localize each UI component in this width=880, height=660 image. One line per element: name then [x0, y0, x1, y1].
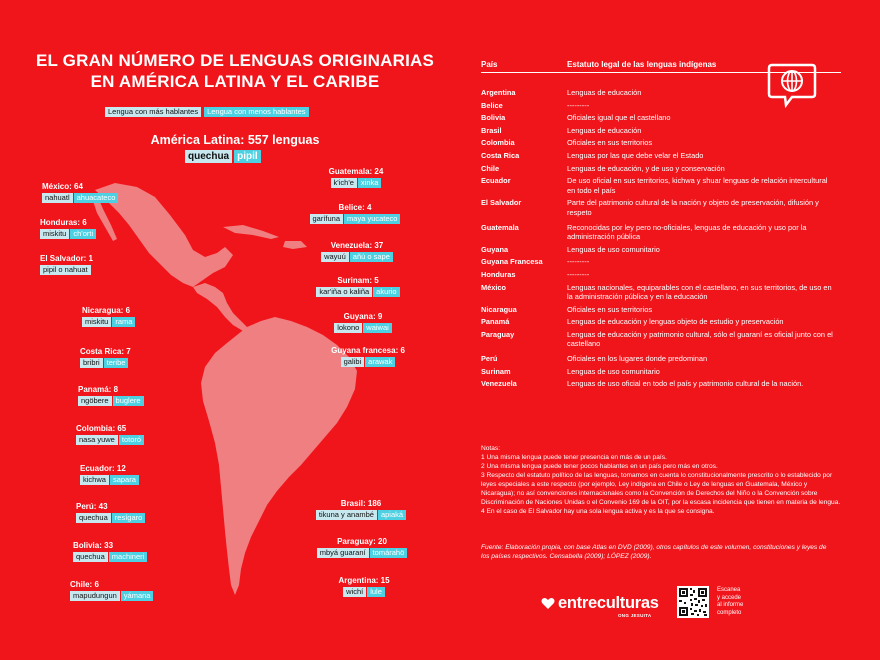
row-status: --------- — [567, 269, 590, 279]
table-row — [481, 379, 841, 389]
legend — [105, 107, 309, 117]
least-spoken-tag: sapara — [110, 475, 139, 485]
row-status: Lenguas por las que debe velar el Estado — [567, 150, 704, 160]
least-spoken-tag: apiaká — [378, 510, 406, 520]
row-country: Nicaragua — [481, 304, 517, 314]
country-label: Belice: 4 — [338, 203, 372, 212]
qr-caption — [717, 587, 772, 617]
most-spoken-tag: quechua — [73, 552, 108, 562]
country-label: El Salvador: 1 — [40, 254, 93, 263]
least-spoken-tag: machineri — [109, 552, 148, 562]
row-country: Argentina — [481, 88, 516, 97]
latin-america-total: América Latina: 557 lenguas — [150, 133, 320, 147]
speech-bubble-globe-icon — [766, 62, 818, 108]
country-label: Guyana francesa: 6 — [331, 346, 405, 355]
qr-caption-line: y accede — [717, 594, 742, 601]
table-row — [481, 138, 841, 148]
country-label: Guyana: 9 — [343, 312, 383, 321]
country-chile — [70, 579, 153, 601]
country-el-salvador — [40, 253, 93, 275]
table-row — [481, 270, 841, 280]
table-row — [481, 176, 841, 195]
table-row — [481, 330, 841, 349]
least-spoken-tag: waiwai — [363, 323, 392, 333]
least-spoken-tag: añú o sape — [350, 252, 393, 262]
country-brasil — [306, 498, 416, 520]
table-row — [481, 164, 841, 174]
row-country: Perú — [481, 354, 498, 364]
country-argentina — [322, 575, 406, 597]
most-spoken-tag: garífuna — [310, 214, 344, 224]
country-colombia — [76, 423, 144, 445]
row-status: Oficiales en sus territorios — [567, 304, 653, 314]
country-label: Costa Rica: 7 — [80, 347, 131, 356]
row-country: México — [481, 282, 507, 292]
country-label: Colombia: 65 — [76, 424, 127, 433]
title-line-1: EL GRAN NÚMERO DE LENGUAS ORIGINARIAS — [35, 51, 435, 70]
row-country: Surinam — [481, 366, 511, 376]
country-honduras — [40, 217, 96, 239]
row-status: Lenguas de uso comunitario — [567, 366, 660, 376]
note-item: 3 Respecto del estatuto político de las lenguas, tomamos en cuenta lo constitucionalmente prescrito o lo establecido por leyes especiales a este respecto (por ejemplo, Ley indígena en Chile o Ley de lenguas en Guatemala, México y Nicaragua); no así convenciones internacionales como la Convención de Derechos del Niño o la Convención sobre Discriminación de Naciones Unidas o el Convenio 169 de la OIT, por la escasa incidencia que tienen en materia de lengua. — [481, 472, 841, 506]
row-status: Lenguas de educación — [567, 88, 642, 97]
table-row — [481, 317, 841, 327]
row-status: Reconocidas por ley pero no-oficiales, lenguas de educación y uso por la administración pública — [567, 222, 807, 242]
map-hispaniola — [283, 241, 307, 249]
most-spoken-tag: galibi — [341, 357, 365, 367]
title-line-2: EN AMÉRICA LATINA Y EL CARIBE — [90, 72, 380, 91]
most-spoken-tag: nasa yuwe — [76, 435, 118, 445]
table-row — [481, 151, 841, 161]
notes-heading: Notas: — [481, 445, 501, 452]
most-spoken-tag: kar'iña o kaliña — [316, 287, 372, 297]
heart-icon — [541, 597, 555, 610]
country-label: Guatemala: 24 — [328, 167, 384, 176]
country-label: México: 64 — [42, 182, 83, 191]
least-spoken-tag: ahuacateco — [74, 193, 119, 203]
table-row — [481, 354, 841, 364]
least-spoken-tag: rama — [112, 317, 135, 327]
country-label: Perú: 43 — [76, 502, 108, 511]
row-country: Brasil — [481, 125, 502, 135]
entreculturas-logo — [541, 594, 659, 613]
qr-code-icon[interactable] — [677, 586, 709, 618]
source-citation: Fuente: Elaboración propia, con base Atlas en DVD (2009), otros capítulos de este volumen, constituciones y leyes de los países respectivos. Censabella (2009); LÓPEZ (2009). — [481, 544, 827, 560]
table-row — [481, 305, 841, 315]
brand-name: entreculturas — [558, 594, 659, 612]
country-label: Brasil: 186 — [340, 499, 382, 508]
most-spoken-tag: k'ich'e — [331, 178, 357, 188]
row-status: Oficiales en sus territorios — [567, 138, 653, 148]
legend-most-spoken: Lengua con más hablantes — [105, 107, 201, 117]
country-label: Paraguay: 20 — [337, 537, 387, 546]
country-guatemala — [316, 166, 396, 188]
row-status: Lenguas de uso oficial en todo el país y patrimonio cultural de la nación. — [567, 379, 804, 389]
most-spoken-tag: tikuna y anambé — [316, 510, 377, 520]
row-status: Lenguas de educación — [567, 125, 642, 135]
row-country: El Salvador — [481, 198, 522, 208]
country-panama — [78, 384, 144, 406]
row-country: Colombia — [481, 138, 515, 148]
least-spoken-tag: maya yucateco — [344, 214, 400, 224]
most-spoken-tag: wayuú — [321, 252, 349, 262]
country-venezuela — [315, 240, 399, 262]
country-label: Argentina: 15 — [338, 576, 390, 585]
least-spoken-tag: totoró — [119, 435, 144, 445]
table-row — [481, 126, 841, 136]
row-status: Lenguas de educación y lenguas objeto de estudio y preservación — [567, 317, 784, 327]
table-row — [481, 257, 841, 267]
least-spoken-tag: ch'orti — [70, 229, 96, 239]
row-status: Oficiales en los lugares donde predominan — [567, 354, 708, 364]
country-label: Honduras: 6 — [40, 218, 87, 227]
least-spoken-tag: arawak — [365, 357, 395, 367]
row-country: Guyana Francesa — [481, 257, 543, 267]
row-country: Paraguay — [481, 329, 515, 339]
country-peru — [76, 501, 145, 523]
most-spoken-tag: ngöbere — [78, 396, 112, 406]
country-label: Chile: 6 — [70, 580, 99, 589]
row-country: Panamá — [481, 317, 510, 327]
country-paraguay — [310, 536, 414, 558]
qr-caption-line: al informe — [717, 602, 744, 608]
least-spoken-tag: akurio — [373, 287, 399, 297]
country-label: Panamá: 8 — [78, 385, 119, 394]
country-label: Venezuela: 37 — [330, 241, 384, 250]
most-spoken-tag: quechua — [76, 513, 111, 523]
brand-subtitle: ONG JESUITA — [618, 613, 652, 618]
row-status: Lenguas de educación y patrimonio cultural, sólo el guaraní es oficial junto con el castellano — [567, 329, 833, 349]
least-spoken-tag: lule — [367, 587, 385, 597]
row-status: Oficiales igual que el castellano — [567, 113, 671, 123]
row-country: Ecuador — [481, 176, 511, 186]
row-status: --------- — [567, 100, 590, 110]
most-spoken-tag: wichí — [343, 587, 366, 597]
legend-least-spoken: Lengua con menos hablantes — [204, 107, 308, 117]
country-label: Nicaragua: 6 — [82, 306, 131, 315]
country-nicaragua — [82, 305, 135, 327]
row-country: Venezuela — [481, 379, 517, 389]
page-title — [30, 50, 440, 92]
country-belice — [305, 202, 405, 224]
note-item: 1 Una misma lengua puede tener presencia en más de un país. — [481, 454, 667, 461]
table-body — [481, 88, 841, 389]
least-spoken-tag: buglere — [113, 396, 144, 406]
country-guyana — [325, 311, 401, 333]
row-status: Lenguas de uso comunitario — [567, 244, 660, 254]
least-spoken-tag: yámana — [121, 591, 154, 601]
least-spoken-tag: teribe — [104, 358, 129, 368]
table-row — [481, 283, 841, 302]
most-spoken-tag: nahuatl — [42, 193, 73, 203]
note-item: 4 En el caso de El Salvador hay una sola lengua activa y es la que se consigna. — [481, 508, 715, 515]
country-mexico — [42, 181, 118, 203]
table-row — [481, 223, 841, 242]
most-spoken-tag: pipil o nahuat — [40, 265, 91, 275]
map-central-america — [193, 283, 247, 331]
most-spoken-tag: miskitu — [82, 317, 111, 327]
country-guyana-francesa — [325, 345, 411, 367]
least-spoken-tag: tomárahö — [370, 548, 408, 558]
country-bolivia — [73, 540, 147, 562]
country-costa-rica — [80, 346, 131, 368]
most-spoken-tag: kichwa — [80, 475, 109, 485]
country-surinam — [310, 275, 406, 297]
row-country: Belice — [481, 100, 503, 110]
row-country: Honduras — [481, 269, 516, 279]
total-most-spoken: quechua — [185, 150, 232, 163]
country-label: Bolivia: 33 — [73, 541, 114, 550]
country-ecuador — [80, 463, 139, 485]
row-status: Lenguas nacionales, equiparables con el castellano, en sus territorios, de uso en la administración pública y en la educación — [567, 282, 832, 302]
row-country: Guyana — [481, 244, 509, 254]
row-country: Bolivia — [481, 113, 506, 123]
table-row — [481, 245, 841, 255]
row-country: Costa Rica — [481, 150, 520, 160]
column-header-country: País — [481, 60, 498, 69]
least-spoken-tag: resígaro — [112, 513, 146, 523]
row-country: Guatemala — [481, 222, 519, 232]
notes — [481, 444, 841, 516]
country-label: Ecuador: 12 — [80, 464, 126, 473]
row-status: Parte del patrimonio cultural de la nación y objeto de preservación, difusión y respeto — [567, 198, 819, 217]
qr-caption-line: completo — [717, 609, 742, 616]
row-country: Chile — [481, 163, 500, 173]
row-status: Lenguas de educación, y de uso y conservación — [567, 163, 725, 173]
most-spoken-tag: miskitu — [40, 229, 69, 239]
row-status: De uso oficial en sus territorios, kichwa y shuar lenguas de relación intercultural en todo el país — [567, 176, 828, 195]
column-header-status: Estatuto legal de las lenguas indígenas — [567, 60, 717, 69]
table-row — [481, 113, 841, 123]
most-spoken-tag: mapudungun — [70, 591, 120, 601]
most-spoken-tag: lokono — [334, 323, 362, 333]
least-spoken-tag: xinka — [358, 178, 382, 188]
qr-caption-line: Escanea — [717, 587, 741, 593]
total-least-spoken: pipil — [234, 150, 261, 163]
row-status: --------- — [567, 257, 590, 267]
legal-status-table — [481, 60, 841, 392]
note-item: 2 Una misma lengua puede tener pocos hablantes en un país pero más en otros. — [481, 463, 718, 470]
latin-america-tags — [185, 150, 261, 163]
most-spoken-tag: mbyá guaraní — [317, 548, 369, 558]
table-row — [481, 367, 841, 377]
map-cuba — [223, 225, 279, 239]
table-row — [481, 198, 841, 217]
country-label: Surinam: 5 — [337, 276, 379, 285]
most-spoken-tag: bribri — [80, 358, 103, 368]
